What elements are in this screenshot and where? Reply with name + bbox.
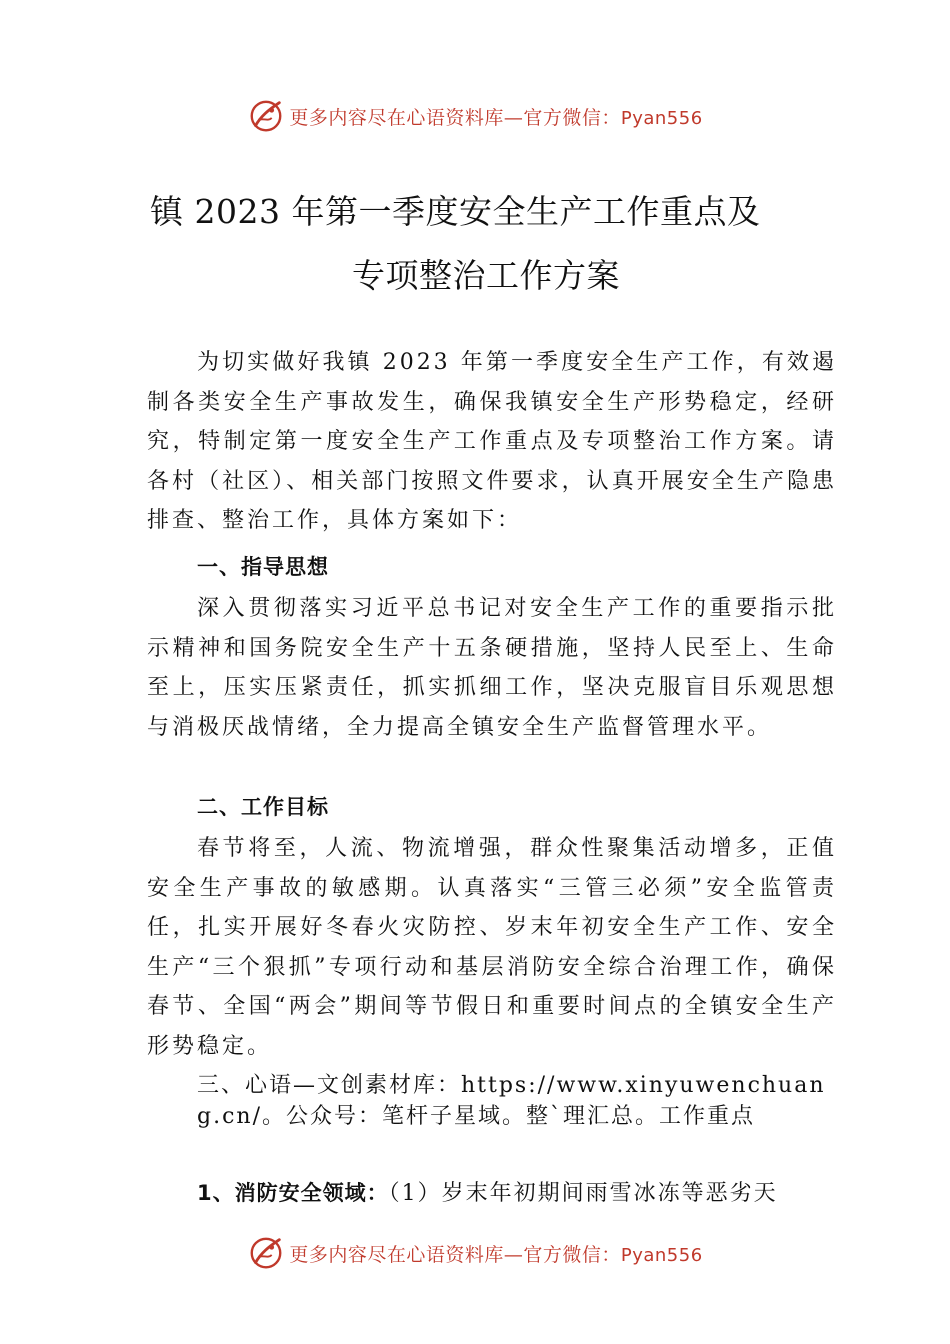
watermark-label: 更多内容尽在心语资料库—官方微信： — [289, 1243, 621, 1266]
watermark-banner-top — [0, 94, 950, 138]
section-heading-work-focus: 三、心语—文创素材库：https://www.xinyuwenchuang.cn/。公众号：笔杆子星域。整`理汇总。工作重点 — [197, 1073, 826, 1129]
watermark-banner-bottom — [0, 1231, 950, 1275]
document-title-line-1: 镇 2023 年第一季度安全生产工作重点及 — [150, 192, 761, 231]
item-fire-safety — [197, 1176, 778, 1207]
watermark-text — [289, 1240, 702, 1267]
watermark-label: 更多内容尽在心语资料库—官方微信： — [289, 106, 621, 129]
brush-logo-icon — [247, 1234, 285, 1272]
document-title-line-2: 专项整治工作方案 — [352, 256, 620, 295]
watermark-wechat-id: Pyan556 — [620, 1244, 703, 1266]
watermark-text — [289, 103, 702, 130]
item-fire-safety-body: （1）岁末年初期间雨雪冰冻等恶劣天 — [388, 1181, 778, 1206]
section-heading-guiding-ideology: 一、指导思想 — [197, 555, 329, 579]
intro-paragraph: 为切实做好我镇 2023 年第一季度安全生产工作，有效遏制各类安全生产事故发生，确保我镇安全生产形势稳定，经研究，特制定第一度安全生产工作重点及专项整治工作方案。请各村（社区）、相关部门按照文件要求，认真开展安全生产隐患排查、整治工作，具体方案如下： — [147, 350, 837, 533]
section-body-work-goals: 春节将至，人流、物流增强，群众性聚集活动增多，正值安全生产事故的敏感期。认真落实“三管三必须”安全监管责任，扎实开展好冬春火灾防控、岁末年初安全生产工作、安全生产“三个狠抓”专项行动和基层消防安全综合治理工作，确保春节、全国“两会”期间等节假日和重要时间点的全镇安全生产形势稳定。 — [147, 836, 837, 1059]
item-fire-safety-label: 1、消防安全领域： — [197, 1181, 389, 1205]
watermark-wechat-id: Pyan556 — [620, 107, 703, 129]
section-heading-work-goals: 二、工作目标 — [197, 795, 329, 819]
section-body-guiding-ideology: 深入贯彻落实习近平总书记对安全生产工作的重要指示批示精神和国务院安全生产十五条硬措施，坚持人民至上、生命至上，压实压紧责任，抓实抓细工作，坚决克服盲目乐观思想与消极厌战情绪，全力提高全镇安全生产监督管理水平。 — [147, 596, 837, 740]
brush-logo-icon — [247, 97, 285, 135]
